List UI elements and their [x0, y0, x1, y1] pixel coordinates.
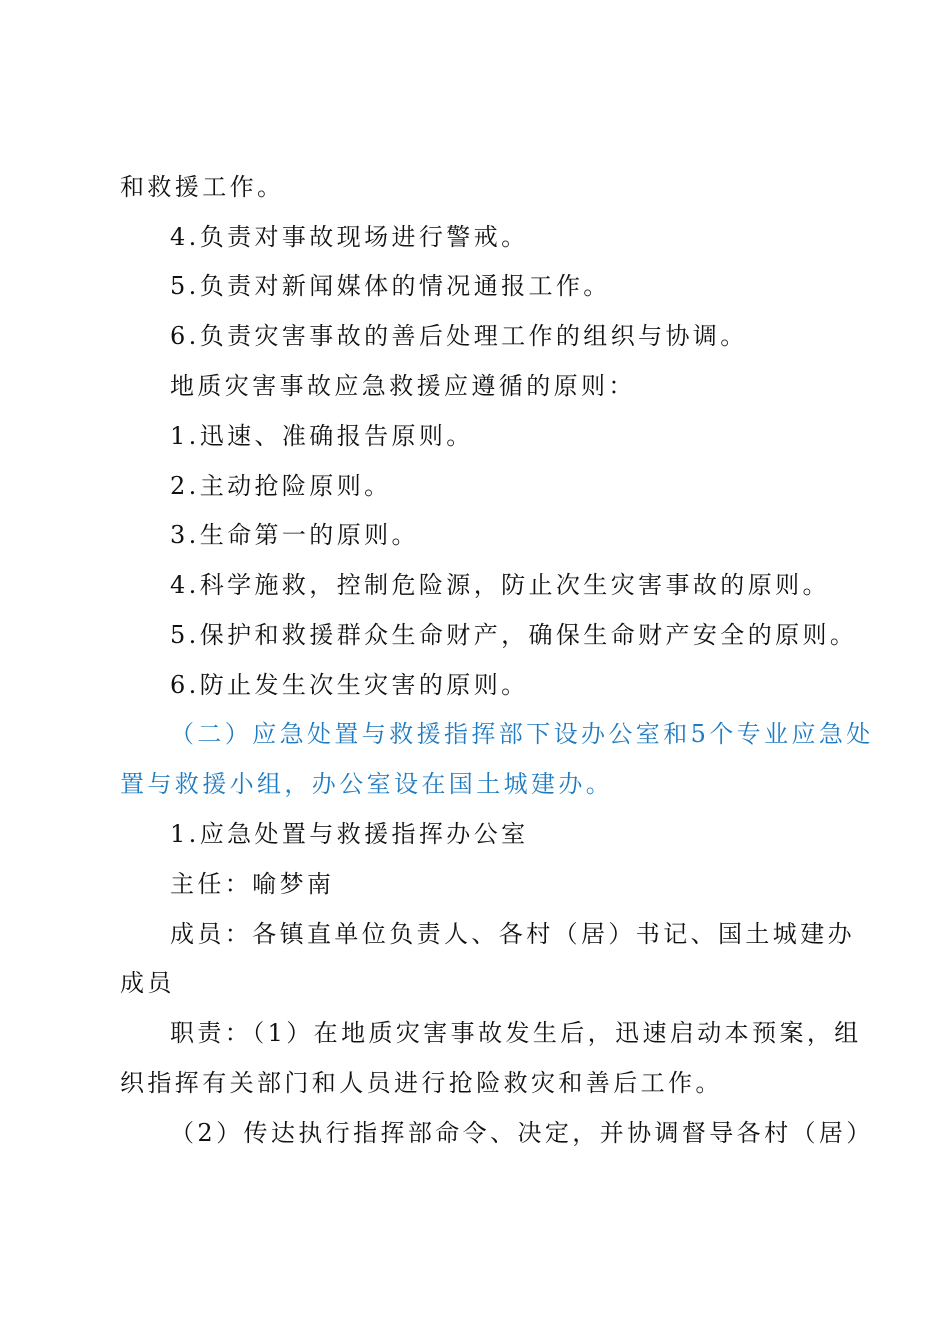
paragraph-line: （2）传达执行指挥部命令、决定，并协调督导各村（居）	[170, 1119, 874, 1147]
paragraph-line: 5.负责对新闻媒体的情况通报工作。	[170, 272, 611, 300]
paragraph-line: 4.负责对事故现场进行警戒。	[170, 223, 529, 251]
paragraph-line: 织指挥有关部门和人员进行抢险救灾和善后工作。	[120, 1069, 723, 1097]
list-item: 2.主动抢险原则。	[170, 472, 392, 500]
list-item: 1.迅速、准确报告原则。	[170, 422, 474, 450]
paragraph-line: 主任：喻梦南	[170, 870, 335, 898]
paragraph-line: 成员	[120, 969, 175, 997]
section-heading: 置与救援小组，办公室设在国土城建办。	[120, 770, 614, 798]
section-heading: （二）应急处置与救援指挥部下设办公室和5个专业应急处	[170, 720, 874, 748]
list-item: 5.保护和救援群众生命财产，确保生命财产安全的原则。	[170, 621, 858, 649]
paragraph-line: 成员：各镇直单位负责人、各村（居）书记、国土城建办	[170, 920, 855, 948]
list-item: 6.防止发生次生灾害的原则。	[170, 671, 529, 699]
list-item: 3.生命第一的原则。	[170, 521, 419, 549]
paragraph-line: 和救援工作。	[120, 173, 285, 201]
subsection-title: 1.应急处置与救援指挥办公室	[170, 820, 529, 848]
paragraph-line: 6.负责灾害事故的善后处理工作的组织与协调。	[170, 322, 748, 350]
paragraph-line: 地质灾害事故应急救援应遵循的原则：	[170, 372, 636, 400]
list-item: 4.科学施救，控制危险源，防止次生灾害事故的原则。	[170, 571, 830, 599]
paragraph-line: 职责：（1）在地质灾害事故发生后，迅速启动本预案，组	[170, 1019, 862, 1047]
